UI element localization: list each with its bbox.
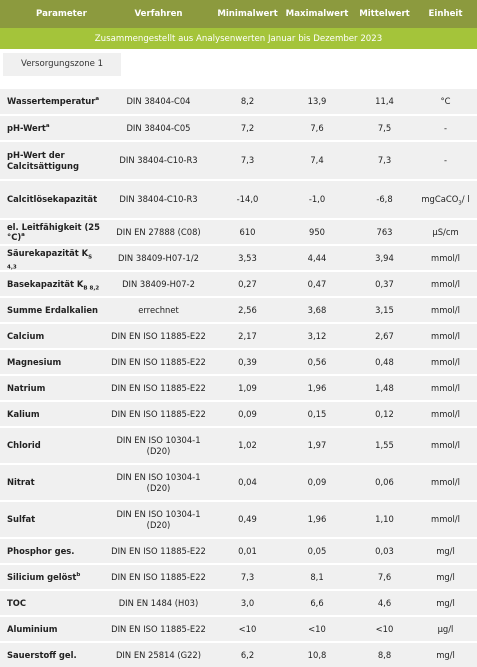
cell-parameter [0, 114, 101, 140]
cell-unit: µS/cm [414, 218, 477, 244]
cell-mean: 2,67 [355, 322, 414, 348]
cell-unit: mmol/l [414, 400, 477, 426]
parameter-name: Nitrat [7, 477, 35, 488]
cell-method: DIN EN ISO 10304-1 (D20) [101, 463, 216, 500]
cell-method: DIN 38404-C10-R3 [101, 140, 216, 179]
parameter-name: Basekapazität K [7, 278, 84, 289]
cell-mean: 763 [355, 218, 414, 244]
cell-parameter [0, 140, 101, 179]
cell-mean: 3,94 [355, 244, 414, 270]
cell-min: -14,0 [216, 179, 279, 218]
parameter-name: Silicium gelöst [7, 571, 77, 582]
cell-min: 0,49 [216, 500, 279, 537]
unit-text-tail: / l [461, 194, 470, 205]
cell-min: 1,09 [216, 374, 279, 400]
cell-min: 6,2 [216, 641, 279, 667]
table-row [0, 140, 477, 179]
table-row [0, 270, 477, 296]
cell-parameter [0, 218, 101, 244]
parameter-name: Phosphor ges. [7, 545, 75, 556]
cell-method: DIN EN ISO 10304-1 (D20) [101, 500, 216, 537]
parameter-name: Aluminium [7, 623, 58, 634]
table-row [0, 322, 477, 348]
cell-min: 2,56 [216, 296, 279, 322]
cell-unit: °C [414, 87, 477, 114]
cell-method: DIN EN ISO 11885-E22 [101, 322, 216, 348]
table-row [0, 641, 477, 667]
cell-mean: 3,15 [355, 296, 414, 322]
cell-parameter [0, 426, 101, 463]
cell-mean: 4,6 [355, 589, 414, 615]
cell-mean: -6,8 [355, 179, 414, 218]
cell-max: 0,47 [279, 270, 355, 296]
cell-max: 0,56 [279, 348, 355, 374]
parameter-name: TOC [7, 597, 26, 608]
cell-min: 7,3 [216, 563, 279, 589]
cell-max: 13,9 [279, 87, 355, 114]
cell-parameter [0, 348, 101, 374]
header-verfahren: Verfahren [101, 0, 216, 28]
cell-parameter [0, 641, 101, 667]
table-row [0, 615, 477, 641]
cell-method: DIN EN 27888 (C08) [101, 218, 216, 244]
parameter-name: Natrium [7, 382, 46, 393]
cell-mean: 8,8 [355, 641, 414, 667]
cell-max: 4,44 [279, 244, 355, 270]
parameter-footnote: a [95, 96, 100, 103]
cell-min: 7,2 [216, 114, 279, 140]
unit-text: mgCaCO [421, 194, 459, 205]
cell-max: 10,8 [279, 641, 355, 667]
cell-mean: 0,06 [355, 463, 414, 500]
cell-max: <10 [279, 615, 355, 641]
table-row [0, 218, 477, 244]
table-row [0, 400, 477, 426]
cell-mean: 1,48 [355, 374, 414, 400]
header-row [0, 0, 477, 28]
cell-max: 7,6 [279, 114, 355, 140]
table-row [0, 296, 477, 322]
parameter-name: Calcium [7, 330, 45, 341]
header-maximalwert: Maximalwert [279, 0, 355, 28]
unit-subscript: 3 [458, 200, 462, 207]
cell-method: DIN 38404-C04 [101, 87, 216, 114]
cell-unit: mg/l [414, 641, 477, 667]
parameter-name: pH-Wert [7, 122, 46, 133]
cell-unit: mmol/l [414, 270, 477, 296]
period-banner: Zusammengestellt aus Analysenwerten Januar bis Dezember 2023 [0, 28, 477, 49]
parameter-name: Magnesium [7, 356, 62, 367]
cell-max: 0,05 [279, 537, 355, 563]
zone-row [0, 49, 477, 80]
cell-mean: 7,6 [355, 563, 414, 589]
cell-mean: 1,10 [355, 500, 414, 537]
cell-unit: mmol/l [414, 244, 477, 270]
cell-min: 3,53 [216, 244, 279, 270]
cell-method: DIN EN ISO 11885-E22 [101, 537, 216, 563]
cell-mean: 0,03 [355, 537, 414, 563]
table-row [0, 426, 477, 463]
table-row [0, 563, 477, 589]
parameter-name: Chlorid [7, 440, 41, 451]
cell-method: DIN EN ISO 11885-E22 [101, 563, 216, 589]
parameter-footnote: a [45, 122, 50, 129]
cell-unit: mmol/l [414, 426, 477, 463]
table-row [0, 463, 477, 500]
cell-min: 8,2 [216, 87, 279, 114]
cell-unit: mg/l [414, 563, 477, 589]
cell-mean: 0,48 [355, 348, 414, 374]
zone-label: Versorgungszone 1 [3, 53, 121, 76]
table-row [0, 374, 477, 400]
cell-max: 7,4 [279, 140, 355, 179]
parameter-name: Calcitlösekapazität [7, 194, 98, 205]
cell-method: DIN EN ISO 11885-E22 [101, 348, 216, 374]
cell-mean: 1,55 [355, 426, 414, 463]
cell-unit [414, 179, 477, 218]
cell-mean: 7,3 [355, 140, 414, 179]
cell-max: 0,09 [279, 463, 355, 500]
cell-min: 1,02 [216, 426, 279, 463]
table-row [0, 179, 477, 218]
cell-unit: mmol/l [414, 348, 477, 374]
cell-parameter [0, 400, 101, 426]
header-mittelwert: Mittelwert [355, 0, 414, 28]
cell-method: DIN 38404-C10-R3 [101, 179, 216, 218]
header-parameter: Parameter [0, 0, 101, 28]
table-row [0, 244, 477, 270]
table-row [0, 589, 477, 615]
cell-unit: µg/l [414, 615, 477, 641]
parameter-name: pH-Wert der Calcitsättigung [7, 150, 79, 171]
cell-max: 950 [279, 218, 355, 244]
parameter-subscript: S 4,3 [7, 254, 93, 271]
cell-parameter [0, 589, 101, 615]
cell-min: 7,3 [216, 140, 279, 179]
cell-method: DIN 38409-H07-2 [101, 270, 216, 296]
cell-min: 0,09 [216, 400, 279, 426]
cell-parameter [0, 615, 101, 641]
parameter-subscript: B 8,2 [83, 285, 100, 292]
cell-unit: mmol/l [414, 463, 477, 500]
table-row [0, 537, 477, 563]
cell-parameter [0, 179, 101, 218]
cell-parameter [0, 563, 101, 589]
cell-mean: 0,12 [355, 400, 414, 426]
cell-method: DIN EN ISO 10304-1 (D20) [101, 426, 216, 463]
parameter-name: Summe Erdalkalien [7, 304, 99, 315]
cell-unit: - [414, 140, 477, 179]
parameter-name: Kalium [7, 408, 40, 419]
cell-max: -1,0 [279, 179, 355, 218]
cell-unit: mg/l [414, 537, 477, 563]
cell-parameter [0, 374, 101, 400]
cell-method: DIN EN ISO 11885-E22 [101, 374, 216, 400]
cell-min: 2,17 [216, 322, 279, 348]
table-row [0, 500, 477, 537]
cell-parameter [0, 500, 101, 537]
table-row [0, 87, 477, 114]
cell-min: 0,01 [216, 537, 279, 563]
cell-min: 0,27 [216, 270, 279, 296]
table-row [0, 348, 477, 374]
cell-parameter [0, 87, 101, 114]
parameter-name: Sauerstoff gel. [7, 649, 77, 660]
cell-parameter [0, 463, 101, 500]
cell-max: 1,96 [279, 374, 355, 400]
parameter-name: Sulfat [7, 514, 36, 525]
cell-min: 0,04 [216, 463, 279, 500]
data-rows [0, 87, 477, 667]
cell-method: DIN EN ISO 11885-E22 [101, 615, 216, 641]
cell-unit: mg/l [414, 589, 477, 615]
cell-method: errechnet [101, 296, 216, 322]
cell-min: 0,39 [216, 348, 279, 374]
table-row [0, 114, 477, 140]
cell-max: 3,12 [279, 322, 355, 348]
parameter-name: Säurekapazität K [7, 247, 89, 258]
cell-method: DIN EN 25814 (G22) [101, 641, 216, 667]
cell-unit: mmol/l [414, 374, 477, 400]
cell-parameter [0, 296, 101, 322]
cell-mean: 7,5 [355, 114, 414, 140]
banner-row [0, 28, 477, 49]
cell-parameter [0, 244, 101, 270]
parameter-footnote: a [21, 232, 25, 239]
cell-max: 1,96 [279, 500, 355, 537]
cell-mean: 11,4 [355, 87, 414, 114]
parameter-name: el. Leitfähigkeit (25 °C) [7, 221, 100, 242]
cell-parameter [0, 322, 101, 348]
cell-min: 3,0 [216, 589, 279, 615]
cell-unit: mmol/l [414, 322, 477, 348]
cell-min: 610 [216, 218, 279, 244]
cell-method: DIN 38409-H07-1/2 [101, 244, 216, 270]
cell-method: DIN EN 1484 (H03) [101, 589, 216, 615]
header-einheit: Einheit [414, 0, 477, 28]
cell-max: 8,1 [279, 563, 355, 589]
header-minimalwert: Minimalwert [216, 0, 279, 28]
cell-min: <10 [216, 615, 279, 641]
cell-parameter [0, 270, 101, 296]
cell-max: 0,15 [279, 400, 355, 426]
cell-unit: - [414, 114, 477, 140]
cell-max: 3,68 [279, 296, 355, 322]
cell-unit: mmol/l [414, 296, 477, 322]
cell-method: DIN 38404-C05 [101, 114, 216, 140]
cell-method: DIN EN ISO 11885-E22 [101, 400, 216, 426]
cell-mean: 0,37 [355, 270, 414, 296]
cell-max: 6,6 [279, 589, 355, 615]
parameter-name: Wassertemperatur [7, 96, 96, 107]
parameter-footnote: b [76, 571, 81, 578]
cell-unit: mmol/l [414, 500, 477, 537]
cell-parameter [0, 537, 101, 563]
cell-max: 1,97 [279, 426, 355, 463]
cell-mean: <10 [355, 615, 414, 641]
